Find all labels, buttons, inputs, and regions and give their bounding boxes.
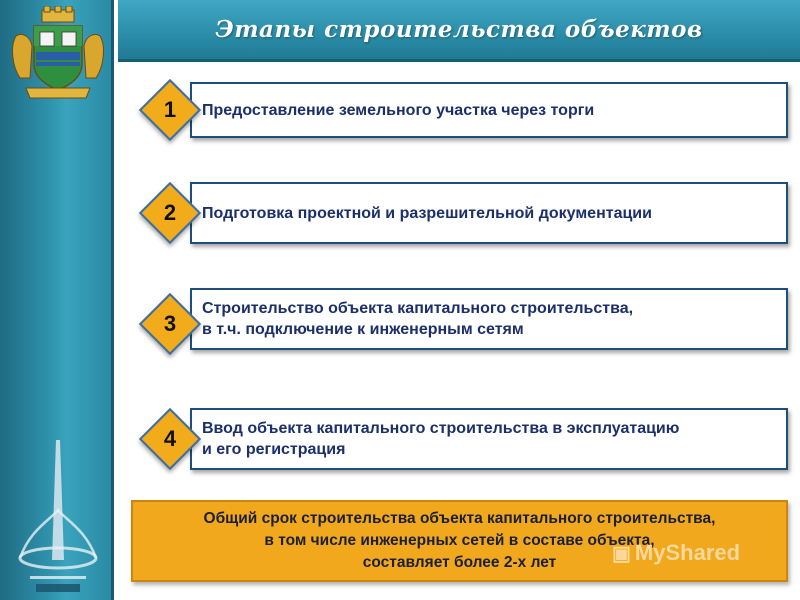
stage-number-badge (138, 407, 202, 471)
stage-item-4 (130, 408, 790, 470)
presentation-icon: ▣ (612, 542, 631, 565)
stage-text: Предоставление земельного участка через торги (190, 82, 788, 138)
stage-text: Строительство объекта капитального строительства, в т.ч. подключение к инженерным сетям (190, 288, 788, 350)
stage-item-2 (130, 182, 790, 244)
city-coat-of-arms-icon (8, 6, 108, 102)
stage-number-badge (138, 78, 202, 142)
stage-number: 1 (163, 97, 177, 122)
stage-text: Подготовка проектной и разрешительной документации (190, 182, 788, 244)
watermark (612, 540, 740, 566)
page-title: Этапы строительства объектов (215, 16, 703, 43)
header-bar (118, 0, 800, 62)
sidebar (0, 0, 114, 600)
stage-item-3 (130, 288, 790, 350)
stage-text: Ввод объекта капитального строительства в эксплуатацию и его регистрация (190, 408, 788, 470)
watermark-text: MyShared (634, 540, 741, 565)
stage-number-badge (138, 181, 202, 245)
stage-number: 3 (163, 311, 177, 336)
monument-icon (10, 440, 106, 600)
stage-number: 2 (163, 200, 177, 225)
stage-item-1 (130, 82, 790, 138)
stage-number-badge (138, 292, 202, 356)
stage-number: 4 (163, 426, 177, 451)
summary-box: Общий срок строительства объекта капитального строительства, в том числе инженерных сетей в составе объекта, составляет более 2-х лет (131, 500, 788, 582)
